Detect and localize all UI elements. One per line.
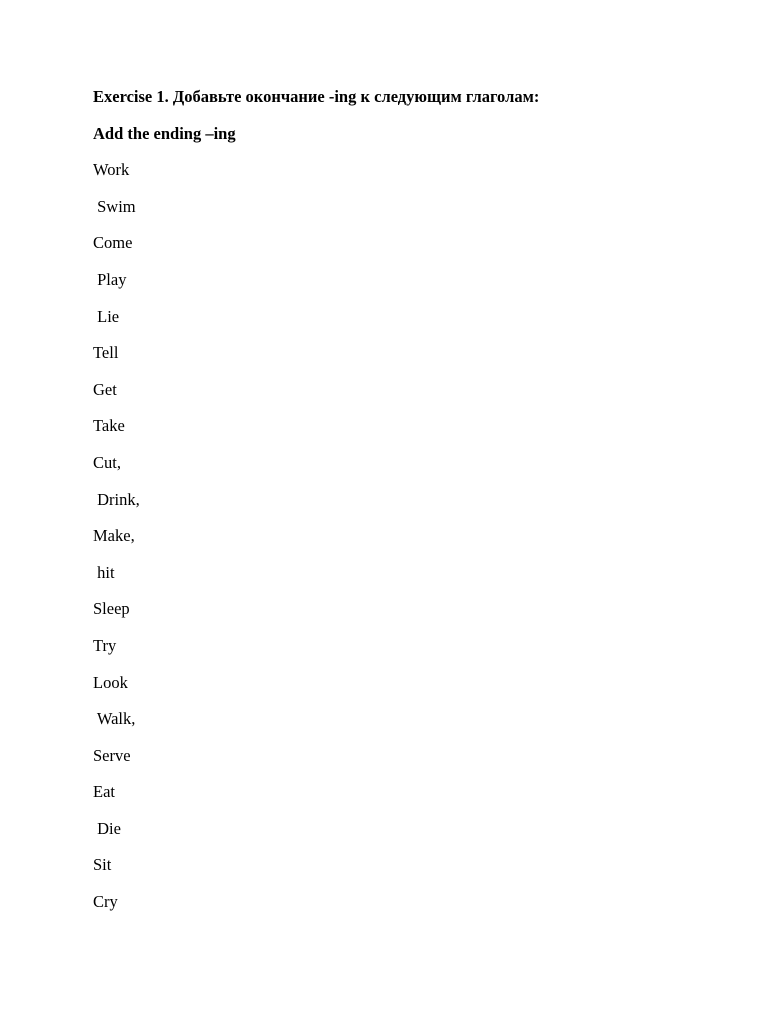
verb-item: Walk, [93,709,136,729]
verb-item: Get [93,379,117,399]
verb-item: Cry [93,892,118,912]
verb-item: Tell [93,343,119,363]
verb-item: Look [93,672,128,692]
verb-item: Make, [93,526,135,546]
verb-item: hit [93,562,115,582]
verb-item: Work [93,160,130,180]
exercise-subtitle: Add the ending –ing [93,123,236,143]
verb-item: Take [93,416,125,436]
verb-item: Try [93,635,117,655]
verb-item: Drink, [93,489,140,509]
verb-item: Play [93,269,127,289]
exercise-title: Exercise 1. Добавьте окончание -ing к следующим глаголам: [93,87,540,106]
verb-item: Die [93,818,121,838]
verb-item: Sit [93,855,112,875]
verb-item: Swim [93,196,136,216]
verb-list [93,159,713,913]
verb-item: Cut, [93,452,121,472]
document-page [93,86,713,928]
verb-item: Lie [93,306,120,326]
verb-item: Come [93,233,133,253]
verb-item: Serve [93,745,131,765]
verb-item: Sleep [93,599,130,619]
verb-item: Eat [93,782,115,802]
